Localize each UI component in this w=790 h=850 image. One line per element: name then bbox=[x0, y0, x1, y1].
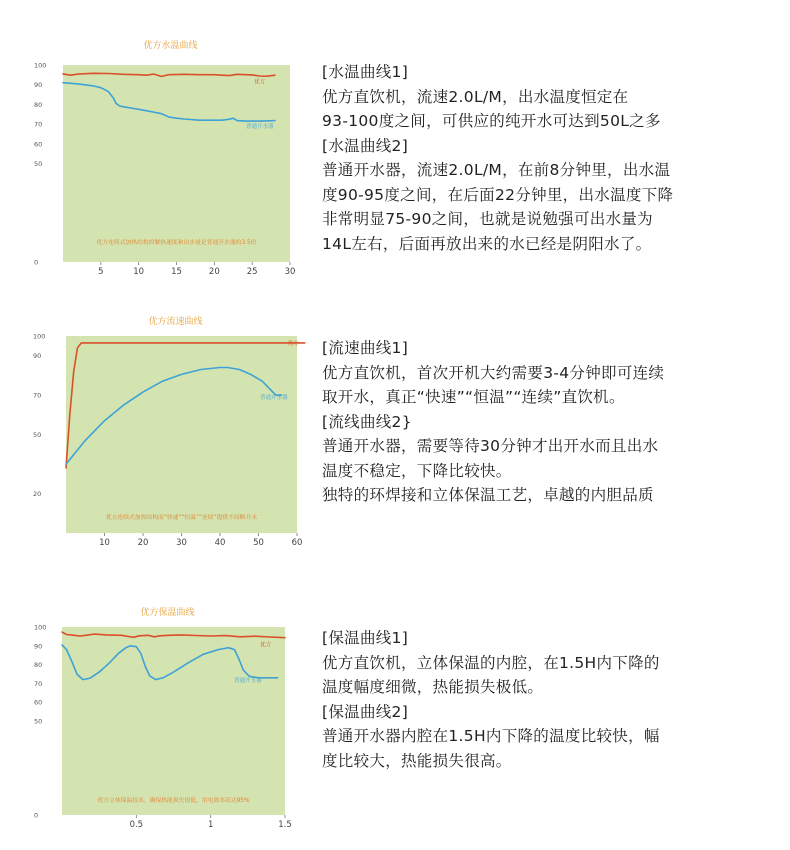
x-tick-label: 1.5 bbox=[278, 820, 292, 830]
chart-annotation: 优方连续式加热结构而“快速”“恒温”“连续”提供不间断开水 bbox=[105, 515, 258, 521]
chart-annotation: 优方立体保温技术，确保热能损失很低，用电效率高达95% bbox=[97, 798, 250, 804]
y-tick-label: 60 bbox=[34, 140, 43, 149]
y-tick-label: 0 bbox=[34, 811, 39, 820]
insulation-description bbox=[322, 626, 762, 773]
desc-line: 度比较大，热能损失很高。 bbox=[322, 751, 512, 770]
y-tick-label: 50 bbox=[33, 431, 42, 439]
desc-line: 93-100度之间，可供应的纯开水可达到50L之多 bbox=[322, 112, 661, 130]
x-tick-label: 40 bbox=[214, 538, 226, 548]
desc-line: [水温曲线2] bbox=[322, 136, 409, 155]
y-tick-label: 0 bbox=[34, 258, 39, 267]
desc-line: [保温曲线1] bbox=[322, 629, 409, 647]
y-tick-label: 50 bbox=[34, 160, 43, 168]
desc-line: 温度幅度细微，热能损失极低。 bbox=[322, 678, 544, 696]
series-label: 优方 bbox=[260, 642, 272, 649]
x-tick-label: 15 bbox=[171, 267, 182, 277]
x-tick-label: 25 bbox=[246, 267, 258, 277]
desc-line: 优方直饮机，流速2.0L/M，出水温度恒定在 bbox=[322, 87, 629, 106]
y-tick-label: 100 bbox=[33, 332, 46, 341]
desc-line: 度90-95度之间，在后面22分钟里，出水温度下降 bbox=[322, 185, 674, 204]
desc-line: 非常明显75-90之间，也就是说勉强可出水量为 bbox=[322, 210, 653, 228]
desc-line: [流速曲线1] bbox=[322, 339, 409, 357]
series-label: 普通开水器 bbox=[260, 395, 288, 402]
y-tick-label: 70 bbox=[33, 391, 42, 400]
series-label: 普通开水器 bbox=[234, 677, 262, 684]
x-tick-label: 10 bbox=[133, 267, 145, 277]
desc-line: 普通开水器，需要等待30分钟才出开水而且出水 bbox=[322, 437, 659, 455]
chart-title: 优方保温曲线 bbox=[140, 608, 195, 618]
desc-line: [保温曲线2] bbox=[322, 702, 409, 721]
x-tick-label: 20 bbox=[137, 538, 149, 548]
y-tick-label: 100 bbox=[34, 61, 47, 70]
y-tick-label: 90 bbox=[34, 81, 43, 90]
chart-title: 优方流速曲线 bbox=[148, 317, 203, 327]
chart-annotation: 优方连续式加热结构的解热速度和出水量是普通开水器的3.5倍 bbox=[96, 240, 257, 246]
y-tick-label: 70 bbox=[34, 120, 43, 129]
desc-line: [流线曲线2} bbox=[322, 412, 412, 431]
x-tick-label: 30 bbox=[176, 538, 187, 548]
x-tick-label: 5 bbox=[98, 267, 104, 277]
desc-line: 取开水，真正“快速”“恒温”“连续”直饮机。 bbox=[322, 388, 625, 406]
desc-line: 优方直饮机，立体保温的内腔，在1.5H内下降的 bbox=[322, 653, 660, 672]
y-tick-label: 70 bbox=[34, 679, 43, 688]
y-tick-label: 100 bbox=[34, 623, 47, 632]
y-tick-label: 90 bbox=[34, 642, 43, 651]
x-tick-label: 30 bbox=[284, 267, 296, 277]
desc-line: 独特的环焊接和立体保温工艺，卓越的内胆品质 bbox=[322, 486, 654, 504]
y-tick-label: 20 bbox=[33, 490, 42, 499]
y-tick-label: 50 bbox=[34, 717, 43, 726]
y-tick-label: 60 bbox=[34, 698, 43, 707]
y-tick-label: 80 bbox=[34, 100, 43, 109]
insulation-chart bbox=[0, 0, 310, 850]
desc-line: 普通开水器，流速2.0L/M，在前8分钟里，出水温 bbox=[322, 161, 671, 179]
x-tick-label: 10 bbox=[99, 538, 110, 548]
x-tick-label: 20 bbox=[208, 267, 220, 277]
y-tick-label: 80 bbox=[34, 661, 43, 670]
chart-title: 优方水温曲线 bbox=[143, 41, 198, 51]
series-label: 优方 bbox=[254, 79, 266, 86]
desc-line: 温度不稳定，下降比较快。 bbox=[322, 461, 512, 480]
plot-area bbox=[62, 627, 285, 815]
y-tick-label: 90 bbox=[33, 352, 42, 361]
x-tick-label: 1 bbox=[207, 820, 214, 830]
series-label: 普通开水器 bbox=[245, 124, 274, 131]
series-label: 优方 bbox=[287, 340, 299, 347]
x-tick-label: 60 bbox=[291, 538, 303, 548]
desc-line: 14L左右，后面再放出来的水已经是阴阳水了。 bbox=[322, 234, 652, 253]
desc-line: 优方直饮机，首次开机大约需要3-4分钟即可连续 bbox=[322, 363, 665, 382]
desc-line: 普通开水器内腔在1.5H内下降的温度比较快，幅 bbox=[322, 727, 660, 745]
x-tick-label: 50 bbox=[253, 538, 264, 548]
x-tick-label: 0.5 bbox=[129, 820, 144, 830]
desc-line: [水温曲线1] bbox=[322, 63, 409, 81]
